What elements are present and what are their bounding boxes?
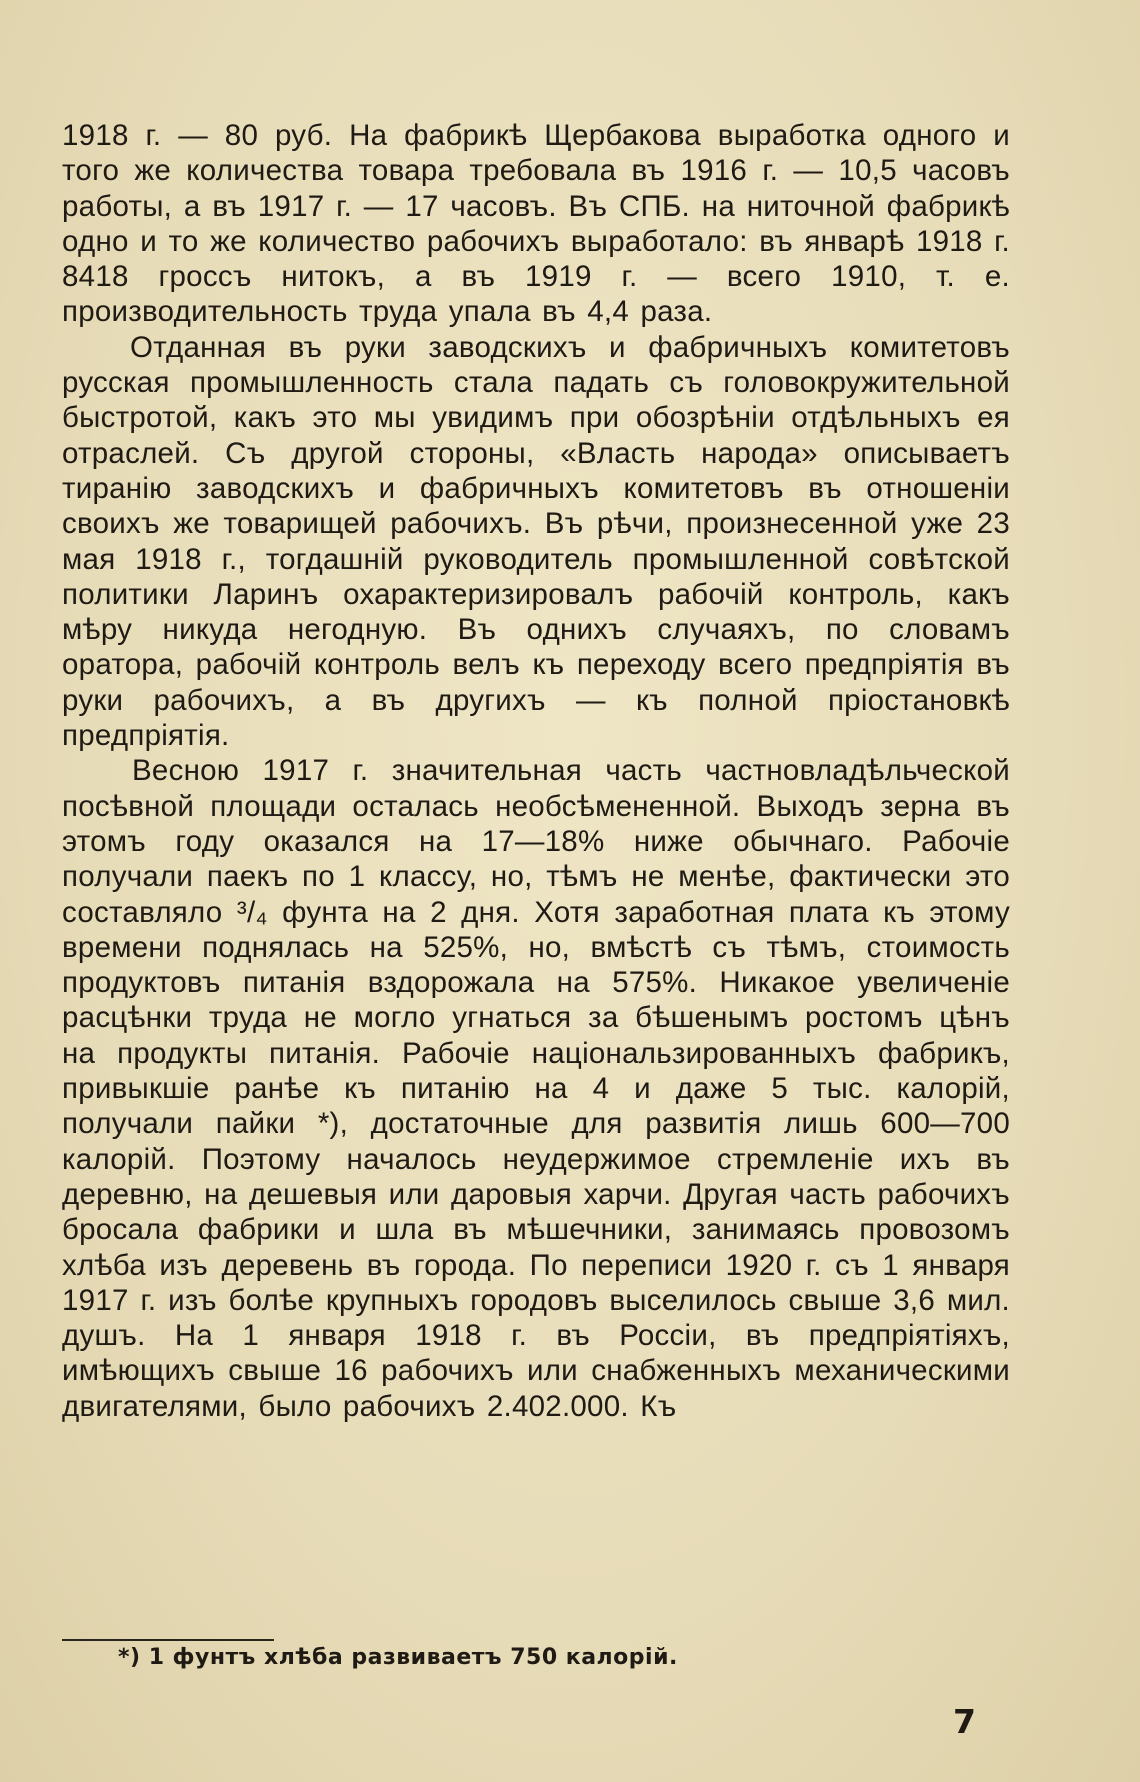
- footnote-divider: [62, 1639, 274, 1641]
- page-number: 7: [953, 1702, 976, 1741]
- paragraph-2: Отданная въ руки заводскихъ и фабричныхъ комитетовъ русская промышленность стала падать съ головокружительной быстротой, какъ это мы увидимъ при обозрѣніи отдѣльныхъ ея отраслей. Съ другой стороны, «Власть народа» описываетъ тиранію заводскихъ и фабричныхъ комитетовъ въ отношеніи своихъ же товарищей рабочихъ. Въ рѣчи, произнесенной уже 23 мая 1918 г., тогдашній руководитель промышленной совѣтской политики Ларинъ охарактеризировалъ рабочій контроль, какъ мѣру никуда негодную. Въ однихъ случаяхъ, по словамъ оратора, рабочій контроль велъ къ переходу всего предпріятія въ руки рабочихъ, а въ другихъ — къ полной пріостановкѣ предпріятія.: [62, 330, 1010, 753]
- paragraph-1: 1918 г. — 80 руб. На фабрикѣ Щербакова выработка одного и того же количества товара требовала въ 1916 г. — 10,5 часовъ работы, а въ 1917 г. — 17 часовъ. Въ СПБ. на ниточной фабрикѣ одно и то же количество рабочихъ выработало: въ январѣ 1918 г. 8418 гроссъ нитокъ, а въ 1919 г. — всего 1910, т. е. производительность труда упала въ 4,4 раза.: [62, 119, 1010, 329]
- main-text: [62, 118, 1010, 1424]
- paragraph-3: Весною 1917 г. значительная часть частновладѣльческой посѣвной площади осталась необсѣмененной. Выходъ зерна въ этомъ году оказался на 17—18% ниже обычнаго. Рабочіе получали паекъ по 1 классу, но, тѣмъ не менѣе, фактически это составляло ³/₄ фунта на 2 дня. Хотя заработная плата къ этому времени поднялась на 525%, но, вмѣстѣ съ тѣмъ, стоимость продуктовъ питанія вздорожала на 575%. Никакое увеличеніе расцѣнки труда не могло угнаться за бѣшенымъ ростомъ цѣнъ на продукты питанія. Рабочіе національзированныхъ фабрикъ, привыкшіе ранѣе къ питанію на 4 и даже 5 тыс. калорій, получали пайки *), достаточные для развитія лишь 600—700 калорій. Поэтому началось неудержимое стремленіе ихъ въ деревню, на дешевыя или даровыя харчи. Другая часть рабочихъ бросала фабрики и шла въ мѣшечники, занимаясь провозомъ хлѣба изъ деревень въ города. По переписи 1920 г. съ 1 января 1917 г. изъ болѣе крупныхъ городовъ выселилось свыше 3,6 мил. душъ. На 1 января 1918 г. въ Россіи, въ предпріятіяхъ, имѣющихъ свыше 16 рабочихъ или снабженныхъ механическими двигателями, было рабочихъ 2.402.000. Къ: [62, 754, 1010, 1423]
- footnote: *) 1 фунтъ хлѣба развиваетъ 750 калорій.: [118, 1645, 678, 1670]
- page-body: [62, 118, 1010, 1424]
